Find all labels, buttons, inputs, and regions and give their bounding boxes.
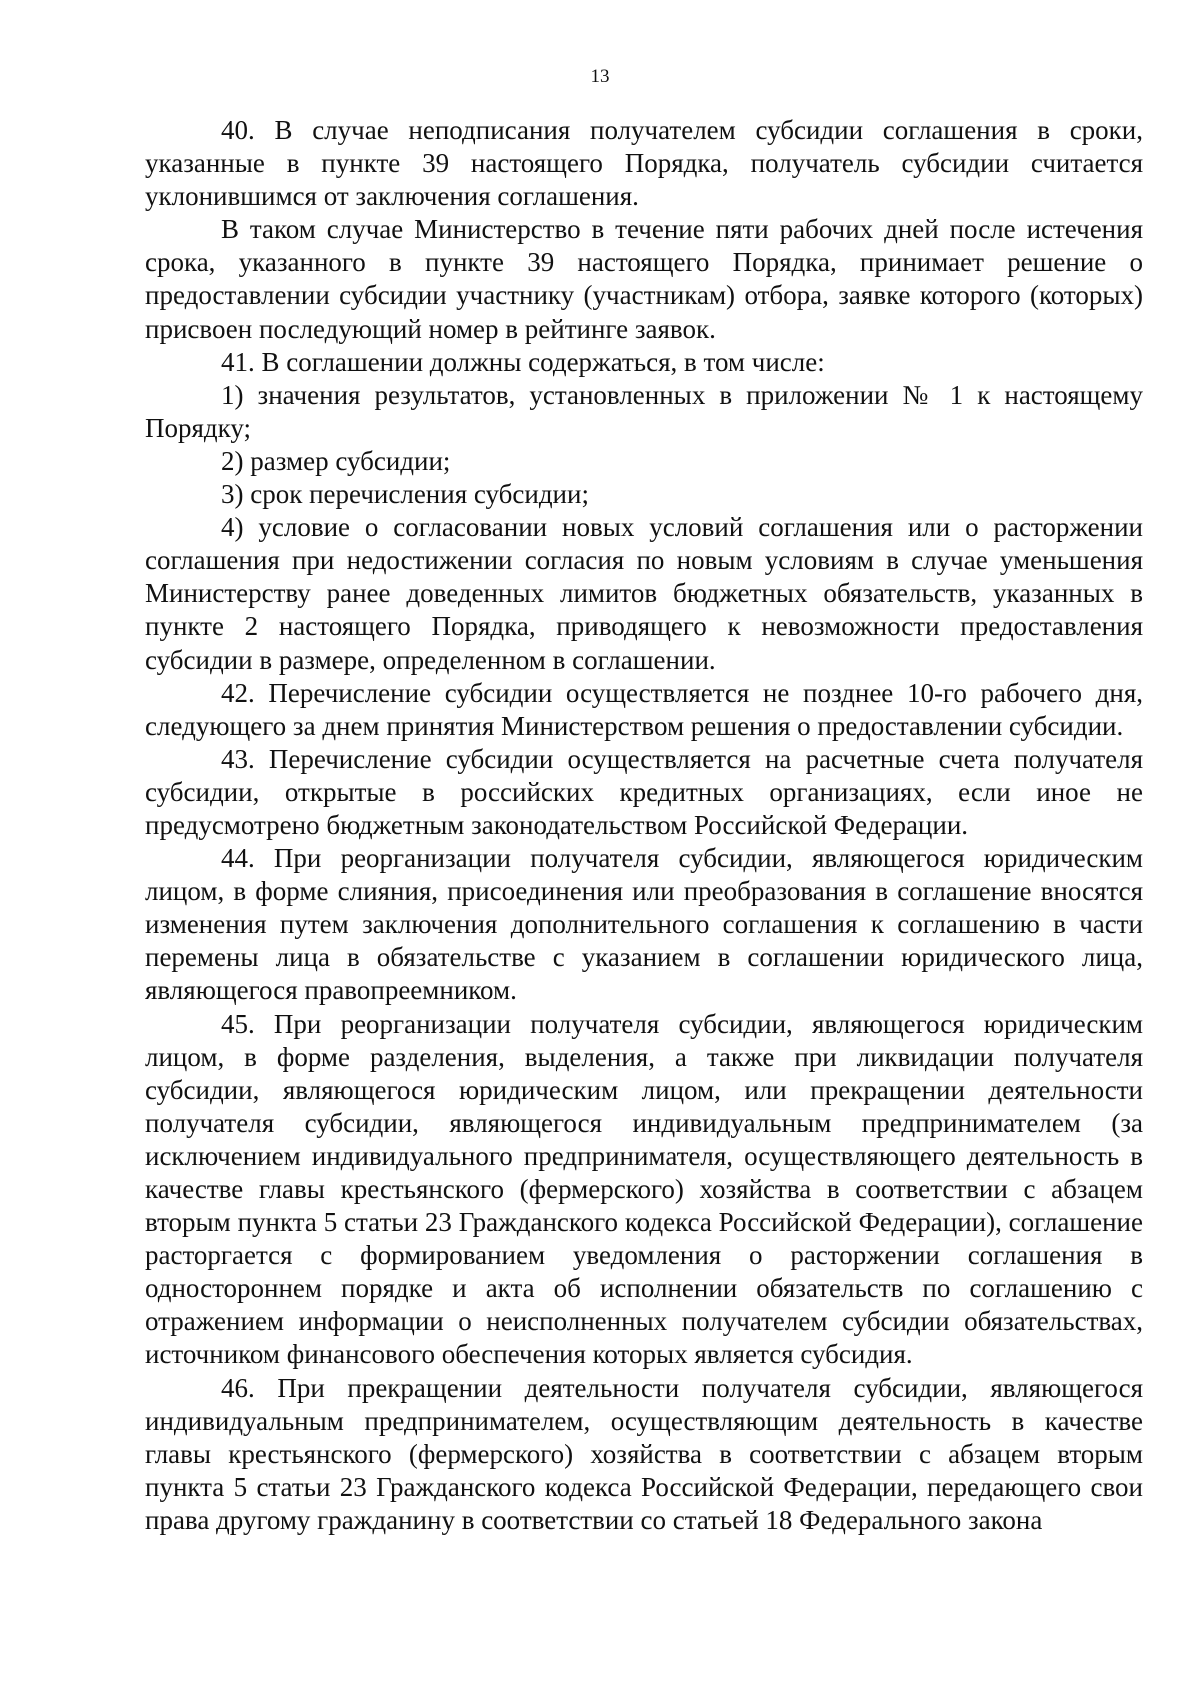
document-body xyxy=(145,114,1143,1537)
paragraph-46: 46. При прекращении деятельности получателя субсидии, являющегося индивидуальным предпринимателем, осуществляющим деятельность в качестве главы крестьянского (фермерского) хозяйства в соответствии с абзацем вторым пункта 5 статьи 23 Гражданского кодекса Российской Федерации, передающего свои права другому гражданину в соответствии со статьей 18 Федерального закона xyxy=(145,1372,1143,1535)
paragraph-41-item-1: 1) значения результатов, установленных в приложении № 1 к настоящему Порядку; xyxy=(145,379,1143,443)
paragraph-40-continuation: В таком случае Министерство в течение пяти рабочих дней после истечения срока, указанного в пункте 39 настоящего Порядка, принимает решение о предоставлении субсидии участнику (участникам) отбора, заявке которого (которых) присвоен последующий номер в рейтинге заявок. xyxy=(145,214,1143,344)
paragraph-40: 40. В случае неподписания получателем субсидии соглашения в сроки, указанные в пункте 39 настоящего Порядка, получатель субсидии считается уклонившимся от заключения соглашения. xyxy=(145,115,1143,212)
paragraph-42: 42. Перечисление субсидии осуществляется не позднее 10-го рабочего дня, следующего за днем принятия Министерством решения о предоставлении субсидии. xyxy=(145,677,1143,741)
paragraph-41-item-3: 3) срок перечисления субсидии; xyxy=(221,479,589,510)
paragraph-45: 45. При реорганизации получателя субсидии, являющегося юридическим лицом, в форме разделения, выделения, а также при ликвидации получателя субсидии, являющегося юридическим лицом, или прекращении деятельности получателя субсидии, являющегося индивидуальным предпринимателем (за исключением индивидуального предпринимателя, осуществляющего деятельность в качестве главы крестьянского (фермерского) хозяйства в соответствии с абзацем вторым пункта 5 статьи 23 Гражданского кодекса Российской Федерации), соглашение расторгается с формированием уведомления о расторжении соглашения в одностороннем порядке и акта об исполнении обязательств по соглашению с отражением информации о неисполненных получателем субсидии обязательствах, источником финансового обеспечения которых является субсидия. xyxy=(145,1008,1143,1370)
paragraph-41-item-2: 2) размер субсидии; xyxy=(221,445,451,476)
paragraph-41: 41. В соглашении должны содержаться, в том числе: xyxy=(221,346,825,377)
page-number: 13 xyxy=(590,66,610,87)
paragraph-44: 44. При реорганизации получателя субсидии, являющегося юридическим лицом, в форме слияния, присоединения или преобразования в соглашение вносятся изменения путем заключения дополнительного соглашения к соглашению в части перемены лица в обязательстве с указанием в соглашении юридического лица, являющегося правопреемником. xyxy=(145,843,1143,1006)
paragraph-41-item-4: 4) условие о согласовании новых условий соглашения или о расторжении соглашения при недостижении согласия по новым условиям в случае уменьшения Министерству ранее доведенных лимитов бюджетных обязательств, указанных в пункте 2 настоящего Порядка, приводящего к невозможности предоставления субсидии в размере, определенном в соглашении. xyxy=(145,512,1143,675)
paragraph-43: 43. Перечисление субсидии осуществляется на расчетные счета получателя субсидии, открытые в российских кредитных организациях, если иное не предусмотрено бюджетным законодательством Российской Федерации. xyxy=(145,743,1143,840)
